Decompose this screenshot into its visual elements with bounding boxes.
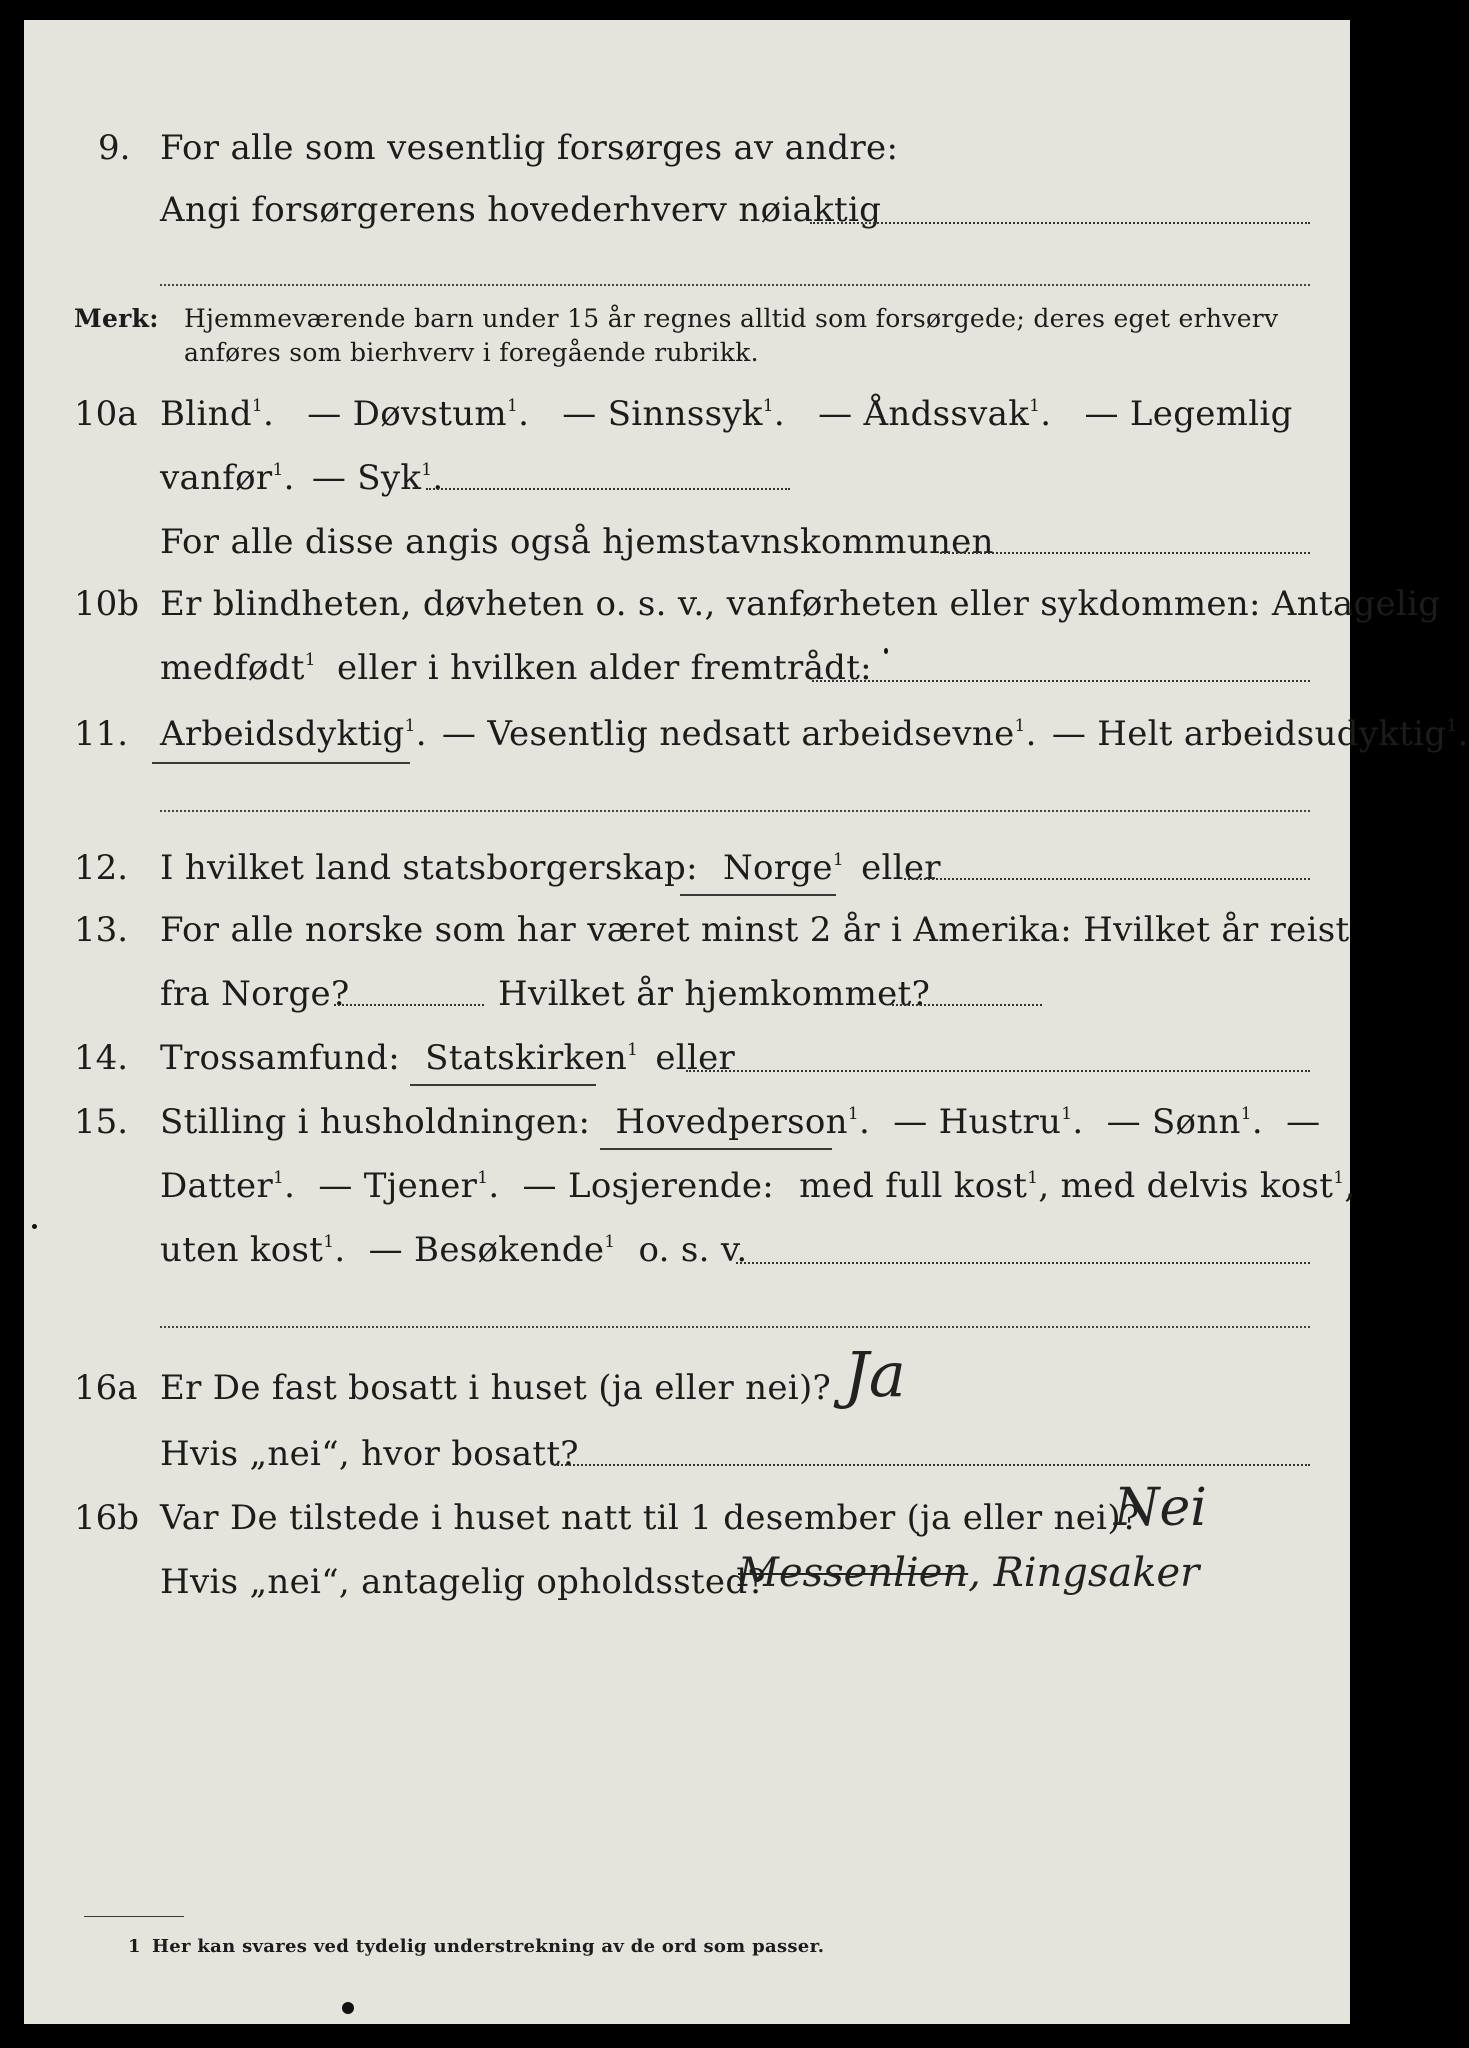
q15-delvis-kost: , med delvis kost [1038, 1166, 1334, 1206]
q14-text: Trossamfund: [160, 1038, 401, 1078]
q16b-struck-word: Messenlien [738, 1550, 969, 1596]
q15-osv: o. s. v. [638, 1230, 748, 1270]
q12-underline-mark [680, 894, 836, 896]
q15-tjener: — Tjener [318, 1166, 478, 1206]
footnote-mark: 1 [128, 1936, 141, 1957]
q12-eller: eller [861, 848, 941, 888]
q15-besokende: — Besøkende [368, 1230, 605, 1270]
stray-dot [884, 648, 888, 654]
footnote-text: Her kan svares ved tydelig understrekning av de ord som passer. [152, 1936, 825, 1957]
q13-number: 13. [74, 910, 129, 950]
merk-line2: anføres som bierhverv i foregående rubrikk. [184, 338, 759, 367]
q11-extra-line [160, 810, 1310, 812]
q16a-line2: Hvis „nei“, hvor bosatt? [160, 1434, 579, 1474]
q10a-number: 10a [74, 394, 138, 434]
q11-arbeidsdyktig: Arbeidsdyktig [160, 714, 405, 754]
footnote-separator [84, 1916, 184, 1917]
q13-line1: For alle norske som har været minst 2 år i Amerika: Hvilket år reist [160, 910, 1350, 950]
q10a-line1: Blind$^1$. — Døvstum$^1$. — Sinnssyk$^1$. — Åndssvak$^1$. — Legemlig [160, 394, 1293, 434]
q13-line2b: Hvilket år hjemkommet? [498, 974, 931, 1014]
q16a-answer-handwritten: Ja [844, 1338, 906, 1411]
q10b-line2: medfødt$^1$ eller i hvilken alder fremtrådt: [160, 648, 872, 688]
q9-line2: Angi forsørgerens hovederhverv nøiaktig [160, 190, 882, 230]
q9-answer-line [810, 222, 1310, 224]
q14-answer-line [686, 1070, 1310, 1072]
stray-dot [32, 1224, 37, 1229]
q12-text: I hvilket land statsborgerskap: [160, 848, 698, 888]
q10a-line2: vanfør$^1$. — Syk$^1$. [160, 458, 444, 498]
census-form-page [24, 20, 1469, 2024]
q14-statskirken: Statskirken [425, 1038, 628, 1078]
q15-line1: Stilling i husholdningen: Hovedperson$^1$. — Hustru$^1$. — Sønn$^1$. — [160, 1102, 1321, 1142]
q12-norge: Norge [722, 848, 833, 888]
q10b-answer-line [812, 680, 1310, 682]
q15-line3: uten kost$^1$. — Besøkende$^1$ o. s. v. [160, 1230, 748, 1270]
q10b-line1: Er blindheten, døvheten o. s. v., vanførheten eller sykdommen: Antagelig [160, 584, 1441, 624]
q10a-syk-line [426, 488, 790, 490]
q15-dash: — [1286, 1102, 1321, 1142]
q10a-blind: Blind [160, 394, 252, 434]
q16b-opholdssted-handwritten [738, 1550, 1199, 1596]
q13-hjemkommet-line [892, 1004, 1042, 1006]
q16b-place: , Ringsaker [968, 1550, 1200, 1596]
q16a-number: 16a [74, 1368, 138, 1408]
q9-extra-line [160, 284, 1310, 286]
q15-answer-line [736, 1262, 1310, 1264]
q16b-number: 16b [74, 1498, 140, 1538]
q16a-line1: Er De fast bosatt i huset (ja eller nei)? [160, 1368, 832, 1408]
q15-hustru: — Hustru [893, 1102, 1062, 1142]
q14-eller: eller [655, 1038, 736, 1078]
ink-blot [342, 2002, 354, 2014]
q15-sonn: — Sønn [1106, 1102, 1241, 1142]
q16b-answer-handwritten: Nei [1114, 1478, 1207, 1538]
q11-number: 11. [74, 714, 129, 754]
q15-uten-kost: uten kost [160, 1230, 324, 1270]
q15-stilling: Stilling i husholdningen: [160, 1102, 591, 1142]
q11-nedsatt: — Vesentlig nedsatt arbeidsevne [441, 714, 1015, 754]
q10a-sinnssyk: — Sinnssyk [562, 394, 763, 434]
q14-underline-mark [410, 1084, 596, 1086]
q9-line1: For alle som vesentlig forsørges av andre: [160, 128, 899, 168]
q14-number: 14. [74, 1038, 129, 1078]
q10b-number: 10b [74, 584, 140, 624]
q15-extra-line [160, 1326, 1310, 1328]
q12-line: I hvilket land statsborgerskap: Norge$^1$ eller [160, 848, 941, 888]
q10b-medfodt: medfødt [160, 648, 305, 688]
q13-reist-line [334, 1004, 484, 1006]
q10a-line3: For alle disse angis også hjemstavnskommunen [160, 522, 994, 562]
q16b-line2: Hvis „nei“, antagelig opholdssted? [160, 1562, 766, 1602]
q15-full-kost: med full kost [799, 1166, 1028, 1206]
q11-udyktig: — Helt arbeidsudyktig [1051, 714, 1447, 754]
q9-number: 9. [98, 128, 131, 168]
q15-number: 15. [74, 1102, 129, 1142]
merk-label: Merk: [74, 304, 159, 333]
q11-line: Arbeidsdyktig$^1$. — Vesentlig nedsatt arbeidsevne$^1$. — Helt arbeidsudyktig$^1$. [160, 714, 1469, 754]
q15-underline-mark [600, 1148, 832, 1150]
q16b-line1: Var De tilstede i huset natt til 1 desember (ja eller nei)? [160, 1498, 1140, 1538]
q10a-dovstum: — Døvstum [307, 394, 507, 434]
q15-datter: Datter [160, 1166, 274, 1206]
q16a-bosatt-line [554, 1464, 1310, 1466]
q10a-hjemstavn-line [940, 552, 1310, 554]
q12-answer-line [904, 878, 1310, 880]
q12-number: 12. [74, 848, 129, 888]
q10a-vanfor: vanfør [160, 458, 273, 498]
q15-line2: Datter$^1$. — Tjener$^1$. — Losjerende: med full kost$^1$, med delvis kost$^1$, [160, 1166, 1356, 1206]
q10a-legemlig: — Legemlig [1084, 394, 1293, 434]
q10a-andssvak: — Åndssvak [818, 394, 1030, 434]
q13-line2a: fra Norge? [160, 974, 350, 1014]
q14-line: Trossamfund: Statskirken$^1$ eller [160, 1038, 736, 1078]
q10b-alder: eller i hvilken alder fremtrådt: [336, 648, 872, 688]
q15-hovedperson: Hovedperson [615, 1102, 848, 1142]
q11-underline-mark [152, 762, 410, 764]
q10a-syk: — Syk [311, 458, 422, 498]
q15-losjerende: — Losjerende: [522, 1166, 775, 1206]
merk-line1: Hjemmeværende barn under 15 år regnes alltid som forsørgede; deres eget erhverv [184, 304, 1279, 333]
